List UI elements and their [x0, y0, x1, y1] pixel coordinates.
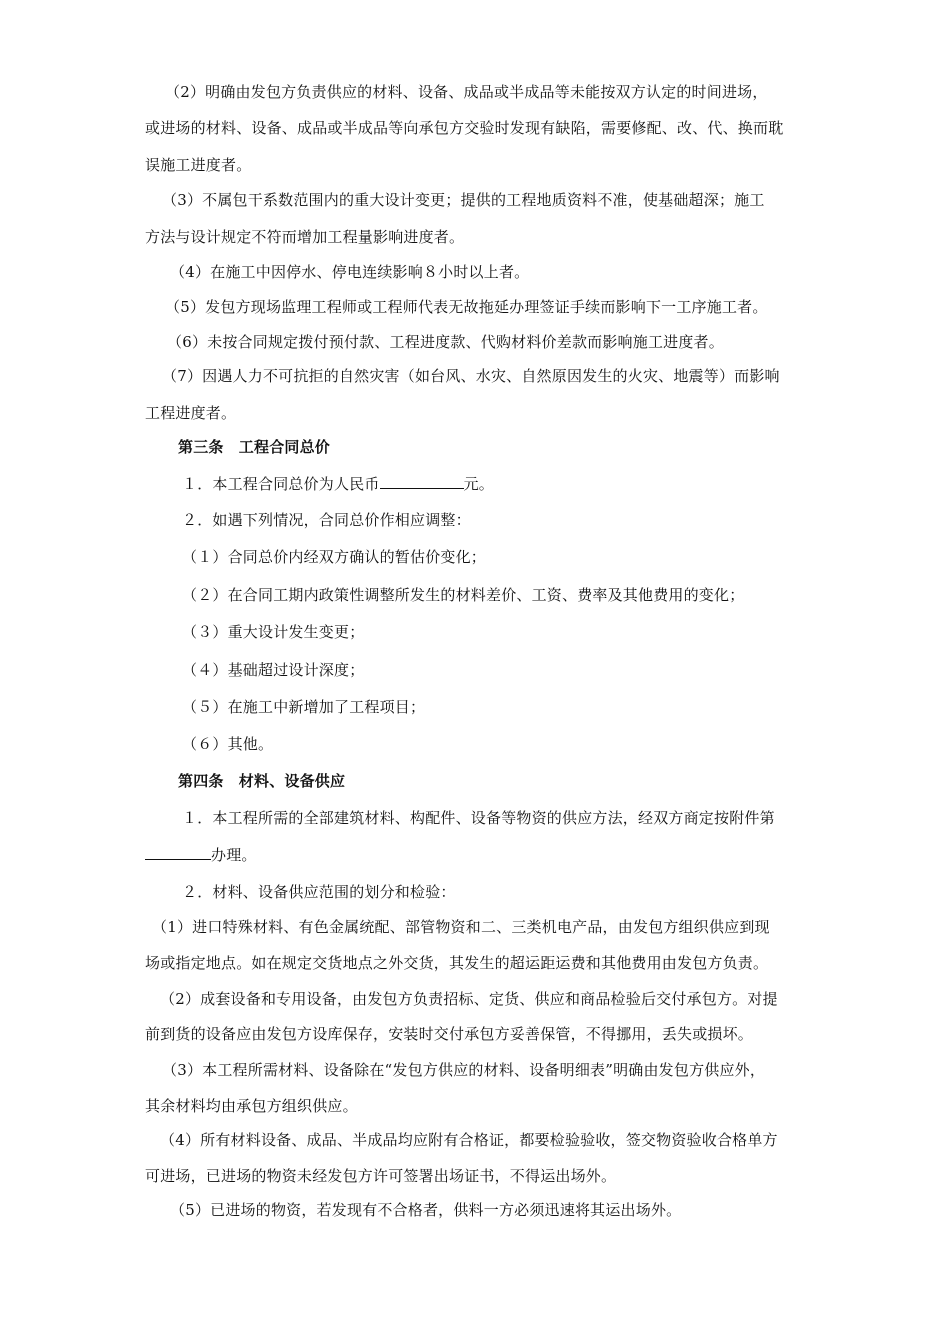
article-4-sub-2-line-2: 前到货的设备应由发包方设库保存，安装时交付承包方妥善保管，不得挪用，丢失或损坏。 — [145, 1025, 754, 1043]
article-3-item-1-suffix: 元。 — [463, 475, 495, 493]
article-4-item-1-line-2 — [145, 845, 257, 865]
article-4-sub-1-line-1: （1）进口特殊材料、有色金属统配、部管物资和二、三类机电产品，由发包方组织供应到现 — [152, 918, 770, 936]
clause-2-6: （6）未按合同规定拨付预付款、工程进度款、代购材料价差款而影响施工进度者。 — [167, 333, 724, 351]
article-4-item-1-suffix: 办理。 — [211, 846, 257, 864]
article-3-item-1 — [182, 474, 494, 494]
article-3-item-1-text: １．本工程合同总价为人民币 — [182, 475, 380, 493]
amount-blank — [380, 474, 464, 489]
article-4-sub-4-line-2: 可进场，已进场的物资未经发包方许可签署出场证书，不得运出场外。 — [145, 1167, 617, 1185]
article-3-item-2: ２．如遇下列情况，合同总价作相应调整： — [182, 511, 471, 529]
article-4-sub-4-line-1: （4）所有材料设备、成品、半成品均应附有合格证，都要检验验收，签交物资验收合格单方 — [160, 1131, 778, 1149]
clause-2-3-line-1: （3）不属包干系数范围内的重大设计变更；提供的工程地质资料不准，使基础超深；施工 — [162, 191, 765, 209]
article-4-item-1-line-1: １．本工程所需的全部建筑材料、构配件、设备等物资的供应方法，经双方商定按附件第 — [182, 809, 775, 827]
clause-2-7-line-2: 工程进度者。 — [145, 404, 237, 422]
clause-2-5: （5）发包方现场监理工程师或工程师代表无故拖延办理签证手续而影响下一工序施工者。 — [165, 298, 768, 316]
article-3-sub-3: （３）重大设计发生变更； — [182, 623, 365, 641]
clause-2-4: （4）在施工中因停水、停电连续影响８小时以上者。 — [170, 263, 530, 281]
article-3-sub-4: （４）基础超过设计深度； — [182, 661, 365, 679]
clause-2-2-line-3: 误施工进度者。 — [145, 156, 252, 174]
clause-2-2-line-2: 或进场的材料、设备、成品或半成品等向承包方交验时发现有缺陷，需要修配、改、代、换而耽 — [145, 119, 784, 137]
article-4-sub-3-line-2: 其余材料均由承包方组织供应。 — [145, 1097, 358, 1115]
article-4-sub-3-line-1: （3）本工程所需材料、设备除在“发包方供应的材料、设备明细表”明确由发包方供应外， — [162, 1061, 766, 1079]
annex-number-blank — [145, 845, 211, 860]
article-4-sub-1-line-2: 场或指定地点。如在规定交货地点之外交货，其发生的超运距运费和其他费用由发包方负责。 — [145, 954, 769, 972]
article-3-sub-6: （６）其他。 — [182, 735, 274, 753]
clause-2-7-line-1: （7）因遇人力不可抗拒的自然灾害（如台风、水灾、自然原因发生的火灾、地震等）而影响 — [162, 367, 780, 385]
article-3-sub-1: （１）合同总价内经双方确认的暂估价变化； — [182, 548, 487, 566]
clause-2-2-line-1: （2）明确由发包方负责供应的材料、设备、成品或半成品等未能按双方认定的时间进场， — [165, 83, 768, 101]
article-3-sub-5: （５）在施工中新增加了工程项目； — [182, 698, 426, 716]
article-4-item-2: ２．材料、设备供应范围的划分和检验： — [182, 883, 456, 901]
article-3-sub-2: （２）在合同工期内政策性调整所发生的材料差价、工资、费率及其他费用的变化； — [182, 586, 745, 604]
clause-2-3-line-2: 方法与设计规定不符而增加工程量影响进度者。 — [145, 228, 465, 246]
article-4-sub-2-line-1: （2）成套设备和专用设备，由发包方负责招标、定货、供应和商品检验后交付承包方。对提 — [160, 990, 778, 1008]
article-4-title: 第四条 材料、设备供应 — [178, 772, 346, 790]
article-4-sub-5: （5）已进场的物资，若发现有不合格者，供料一方必须迅速将其运出场外。 — [170, 1201, 682, 1219]
article-3-title: 第三条 工程合同总价 — [178, 438, 331, 456]
